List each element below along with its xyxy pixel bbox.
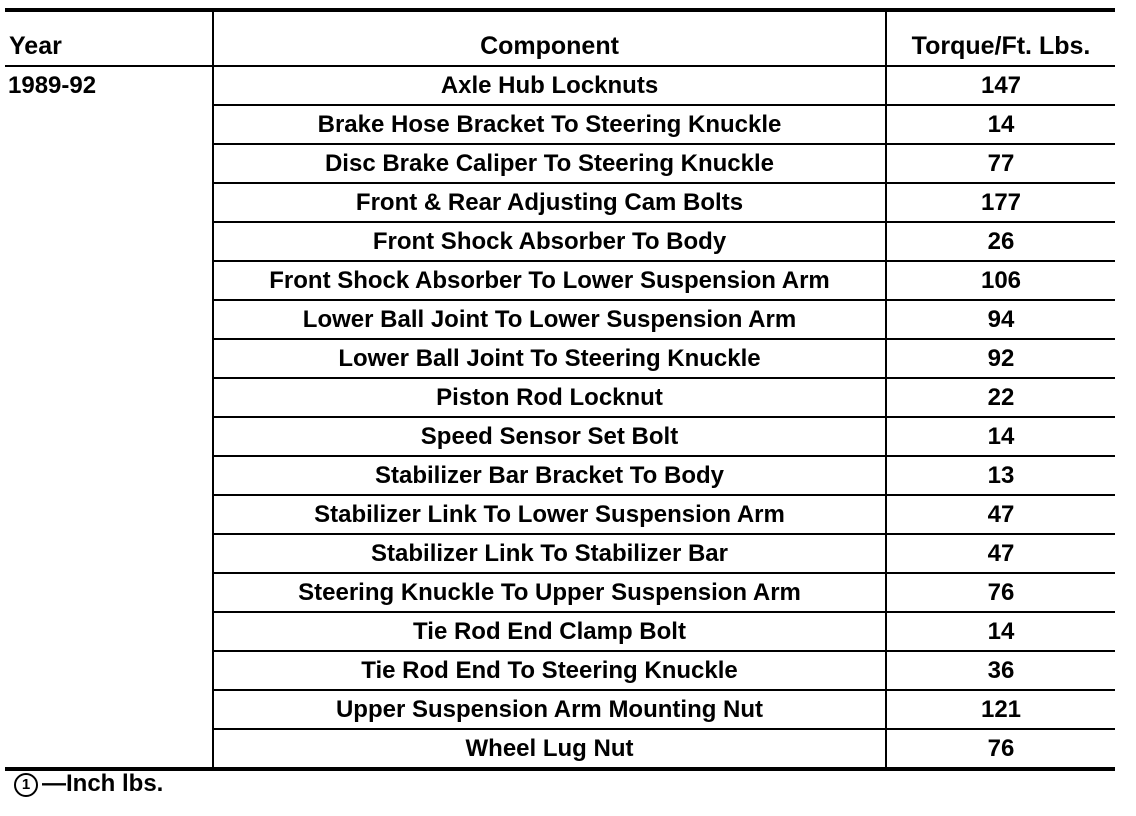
torque-cell: 94 — [886, 300, 1115, 339]
torque-cell: 76 — [886, 573, 1115, 612]
year-cell: 1989-92 — [8, 72, 97, 99]
component-cell: Tie Rod End Clamp Bolt — [213, 612, 886, 651]
torque-cell: 13 — [886, 456, 1115, 495]
torque-cell: 76 — [886, 729, 1115, 769]
torque-cell: 106 — [886, 261, 1115, 300]
component-cell: Front & Rear Adjusting Cam Bolts — [213, 183, 886, 222]
component-cell: Disc Brake Caliper To Steering Knuckle — [213, 144, 886, 183]
torque-cell: 47 — [886, 495, 1115, 534]
footnote-text: —Inch lbs. — [42, 770, 164, 797]
torque-cell: 36 — [886, 651, 1115, 690]
component-cell: Upper Suspension Arm Mounting Nut — [213, 690, 886, 729]
component-cell: Speed Sensor Set Bolt — [213, 417, 886, 456]
torque-cell: 14 — [886, 105, 1115, 144]
torque-cell: 47 — [886, 534, 1115, 573]
year-header: Year — [5, 10, 213, 66]
torque-cell: 14 — [886, 417, 1115, 456]
table-row — [5, 66, 1115, 105]
torque-cell: 77 — [886, 144, 1115, 183]
component-cell: Steering Knuckle To Upper Suspension Arm — [213, 573, 886, 612]
component-cell: Stabilizer Link To Lower Suspension Arm — [213, 495, 886, 534]
torque-cell: 147 — [886, 66, 1115, 105]
component-cell: Wheel Lug Nut — [213, 729, 886, 769]
table-body — [5, 66, 1115, 769]
torque-cell: 121 — [886, 690, 1115, 729]
component-cell: Piston Rod Locknut — [213, 378, 886, 417]
component-cell: Front Shock Absorber To Lower Suspension Arm — [213, 261, 886, 300]
torque-cell: 92 — [886, 339, 1115, 378]
footnote — [14, 770, 163, 798]
component-cell: Axle Hub Locknuts — [213, 66, 886, 105]
torque-cell: 26 — [886, 222, 1115, 261]
component-cell: Tie Rod End To Steering Knuckle — [213, 651, 886, 690]
component-cell: Lower Ball Joint To Steering Knuckle — [213, 339, 886, 378]
torque-cell: 22 — [886, 378, 1115, 417]
torque-header: Torque/Ft. Lbs. — [886, 10, 1115, 66]
component-cell: Stabilizer Bar Bracket To Body — [213, 456, 886, 495]
component-cell: Brake Hose Bracket To Steering Knuckle — [213, 105, 886, 144]
footnote-marker-icon: 1 — [14, 773, 38, 797]
component-cell: Stabilizer Link To Stabilizer Bar — [213, 534, 886, 573]
torque-cell: 177 — [886, 183, 1115, 222]
torque-cell: 14 — [886, 612, 1115, 651]
component-cell: Lower Ball Joint To Lower Suspension Arm — [213, 300, 886, 339]
header-row — [5, 10, 1115, 66]
component-header: Component — [213, 10, 886, 66]
component-cell: Front Shock Absorber To Body — [213, 222, 886, 261]
torque-spec-table — [5, 8, 1115, 771]
